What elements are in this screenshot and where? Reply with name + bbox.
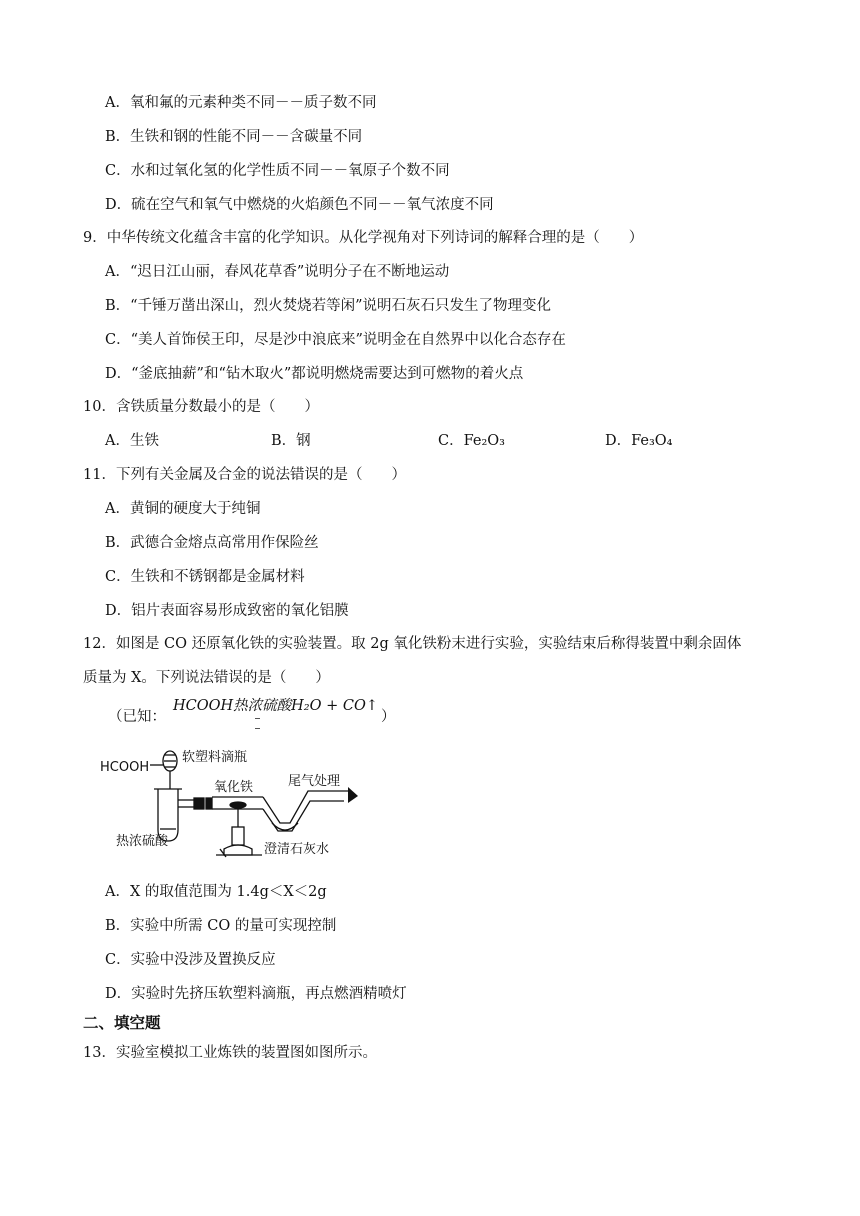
q10-options [105,431,805,451]
q12-stem-line1: 12．如图是 CO 还原氧化铁的实验装置。取 2g 氧化铁粉末进行实验，实验结束后称得装置中剩余固体 [83,636,742,652]
q12-known-formula: HCOOH热浓硫酸H₂O + CO↑ [173,698,379,714]
q12-option-d: D．实验时先挤压软塑料滴瓶，再点燃酒精喷灯 [105,986,407,1002]
q8-option-b: B．生铁和钢的性能不同－－含碳量不同 [105,129,363,145]
q12-option-c: C．实验中没涉及置换反应 [105,952,276,968]
q13-stem: 13．实验室模拟工业炼铁的装置图如图所示。 [83,1045,377,1061]
q10-option-c: C．Fe₂O₃ [438,433,505,449]
q11-option-d: D．铝片表面容易形成致密的氧化铝膜 [105,603,349,619]
q8-option-a: A．氧和氟的元素种类不同－－质子数不同 [105,95,377,111]
q11-stem: 11．下列有关金属及合金的说法错误的是（ ） [83,467,406,483]
q12-known-suffix: ） [381,709,396,725]
label-hot-sulfuric-acid: 热浓硫酸 [116,834,169,849]
q10-option-b: B．钢 [271,433,311,449]
q12-stem-line2: 质量为 X。下列说法错误的是（ ） [83,670,330,686]
q10-stem: 10．含铁质量分数最小的是（ ） [83,399,319,415]
q11-option-c: C．生铁和不锈钢都是金属材料 [105,569,305,585]
label-hcooh: HCOOH [100,760,150,775]
q10-option-a: A．生铁 [105,433,159,449]
label-exhaust-treatment: 尾气处理 [288,774,341,789]
q9-option-a: A．“迟日江山丽，春风花草香”说明分子在不断地运动 [105,264,450,280]
co-reduction-apparatus-diagram [98,745,360,867]
q9-option-c: C．“美人首饰侯王印，尽是沙中浪底来”说明金在自然界中以化合态存在 [105,332,566,348]
label-iron-oxide: 氧化铁 [214,780,254,795]
section-title-fill-in: 二、填空题 [83,1014,161,1032]
q12-option-b: B．实验中所需 CO 的量可实现控制 [105,918,337,934]
exhaust-arrow-icon [348,787,358,803]
q9-option-b: B．“千锤万凿出深山，烈火焚烧若等闲”说明石灰石只发生了物理变化 [105,298,551,314]
q11-option-a: A．黄铜的硬度大于纯铜 [105,501,261,517]
q10-option-d: D．Fe₃O₄ [605,433,673,449]
q8-option-c: C．水和过氧化氢的化学性质不同－－氧原子个数不同 [105,163,450,179]
label-limewater: 澄清石灰水 [264,842,330,857]
q9-option-d: D．“釜底抽薪”和“钻木取火”都说明燃烧需要达到可燃物的着火点 [105,366,524,382]
q8-option-d: D．硫在空气和氧气中燃烧的火焰颜色不同－－氧气浓度不同 [105,197,494,213]
label-dropper-bottle: 软塑料滴瓶 [182,750,248,765]
q11-option-b: B．武德合金熔点高常用作保险丝 [105,535,319,551]
q12-option-a: A．X 的取值范围为 1.4g＜X＜2g [105,884,327,900]
q12-known-prefix: （已知： [108,709,166,725]
reaction-condition-marks [255,718,261,740]
q9-stem: 9．中华传统文化蕴含丰富的化学知识。从化学视角对下列诗词的解释合理的是（ ） [83,230,644,246]
